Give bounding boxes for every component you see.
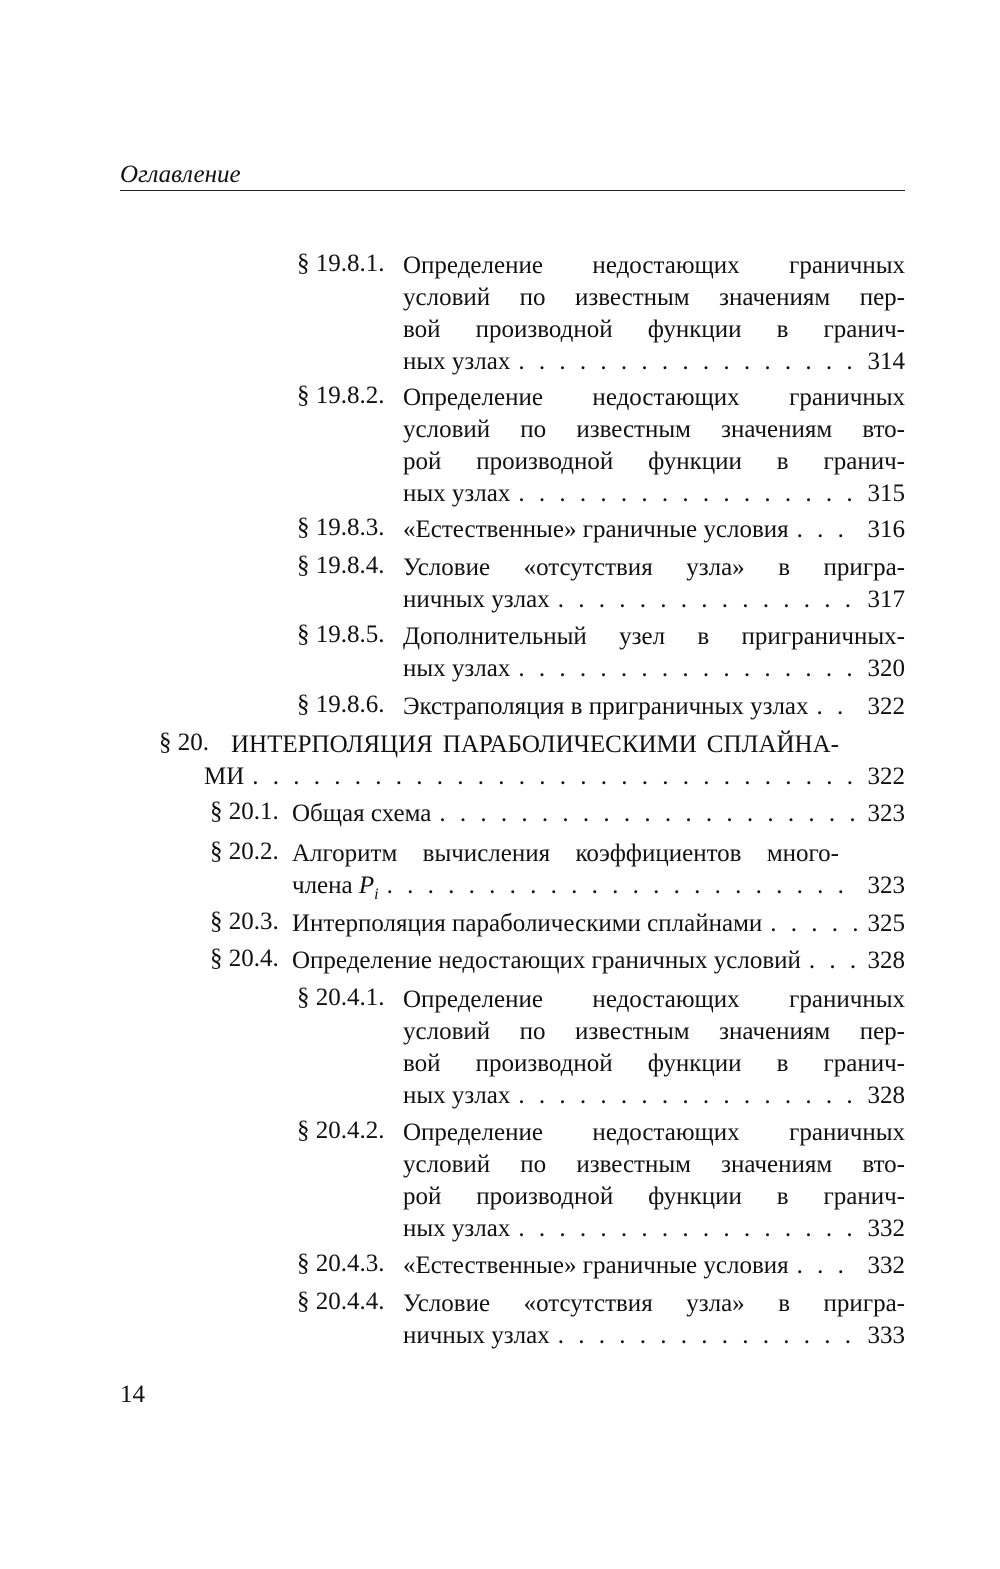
dot-leader xyxy=(817,691,857,723)
toc-entry-19-8-4 xyxy=(297,552,905,616)
section-number: § 19.8.4. xyxy=(297,552,385,579)
page-number: 314 xyxy=(867,348,905,375)
dot-leader xyxy=(809,945,857,977)
section-number: § 20.4.3. xyxy=(297,1250,385,1277)
entry-text-line: «Естественные» граничные условия xyxy=(403,1252,789,1279)
toc-entry-19-8-3 xyxy=(297,514,905,546)
page-number: 332 xyxy=(867,1215,905,1242)
dot-leader xyxy=(558,1320,857,1352)
toc-entry-19-8-6 xyxy=(297,691,905,723)
section-number: § 19.8.5. xyxy=(297,621,385,648)
section-number: § 20.3. xyxy=(210,908,279,935)
toc-entry-20-cont xyxy=(204,761,905,793)
page-number: 320 xyxy=(867,655,905,682)
entry-text-line: условий по известным значениям вто- xyxy=(403,1151,905,1178)
toc-entry-20-3 xyxy=(210,908,905,940)
section-number: § 20.2. xyxy=(210,838,279,865)
page-number: 328 xyxy=(867,1082,905,1109)
entry-text-line: Определение недостающих граничных xyxy=(403,986,905,1013)
entry-text-line: Определение недостающих граничных xyxy=(403,1119,905,1146)
entry-text-line: ных узлах xyxy=(403,1082,511,1109)
entry-text-line: Условие «отсутствия узла» в пригра- xyxy=(403,554,905,581)
entry-text-line: Определение недостающих граничных условий xyxy=(292,947,801,974)
footer-page-number: 14 xyxy=(120,1381,145,1408)
page-number: 317 xyxy=(867,586,905,613)
page-number: 323 xyxy=(867,872,905,899)
entry-text-line: Условие «отсутствия узла» в пригра- xyxy=(403,1290,905,1317)
entry-text-line: Алгоритм вычисления коэффициентов много- xyxy=(292,840,839,867)
section-number: § 20.4. xyxy=(210,945,279,972)
dot-leader xyxy=(797,514,857,546)
entry-text-line: Экстраполяция в приграничных узлах xyxy=(403,693,809,720)
entry-text-line: «Естественные» граничные условия xyxy=(403,516,789,543)
toc-entry-20-4-4 xyxy=(297,1288,905,1352)
entry-text-line: члена xyxy=(292,872,353,899)
entry-text-line: Общая схема xyxy=(292,800,432,827)
section-number: § 20.4.4. xyxy=(297,1288,385,1315)
entry-text-line: рой производной функции в гранич- xyxy=(403,448,905,475)
page-number: 323 xyxy=(867,800,905,827)
section-number: § 20.1. xyxy=(210,798,279,825)
toc-entry-20-4 xyxy=(210,945,905,977)
page-number: 315 xyxy=(867,480,905,507)
dot-leader xyxy=(518,478,857,510)
entry-text-line: Определение недостающих граничных xyxy=(403,252,905,279)
entry-text-line: ных узлах xyxy=(403,1215,511,1242)
entry-text-line: вой производной функции в гранич- xyxy=(403,1050,905,1077)
dot-leader xyxy=(518,346,857,378)
dot-leader xyxy=(518,1080,857,1112)
toc-entry-20-2 xyxy=(210,838,905,911)
toc-entry-19-8-5 xyxy=(297,621,905,685)
math-symbol: $P_i$ xyxy=(358,872,379,903)
entry-text-line: ИНТЕРПОЛЯЦИЯ ПАРАБОЛИЧЕСКИМИ СПЛАЙНА- xyxy=(231,731,839,758)
toc-entry-19-8-1 xyxy=(297,250,905,378)
page-number: 322 xyxy=(867,763,905,790)
page-number: 332 xyxy=(867,1252,905,1279)
section-number: § 20.4.2. xyxy=(297,1117,385,1144)
entry-text-line: Интерполяция параболическими сплайнами xyxy=(292,910,763,937)
entry-text-line: условий по известным значениям пер- xyxy=(403,1018,905,1045)
dot-leader xyxy=(439,798,857,830)
section-number: § 20.4.1. xyxy=(297,984,385,1011)
section-number: § 19.8.2. xyxy=(297,382,385,409)
page-number: 322 xyxy=(867,693,905,720)
page-number: 316 xyxy=(867,516,905,543)
dot-leader xyxy=(252,761,857,793)
toc-entry-20 xyxy=(159,729,905,761)
entry-text-line: ных узлах xyxy=(403,348,511,375)
toc-entry-19-8-2 xyxy=(297,382,905,510)
toc-entry-20-4-2 xyxy=(297,1117,905,1245)
page-number: 328 xyxy=(867,947,905,974)
entry-text-line: ных узлах xyxy=(403,480,511,507)
running-header xyxy=(120,160,905,191)
header-title: Оглавление xyxy=(120,161,241,188)
toc-entry-20-1 xyxy=(210,798,905,830)
dot-leader xyxy=(518,1213,857,1245)
entry-text-line: Определение недостающих граничных xyxy=(403,384,905,411)
toc-entry-20-4-3 xyxy=(297,1250,905,1282)
entry-text-line: ных узлах xyxy=(403,655,511,682)
toc-entry-20-4-1 xyxy=(297,984,905,1112)
entry-text-line: вой производной функции в гранич- xyxy=(403,316,905,343)
page-number: 325 xyxy=(867,910,905,937)
section-number: § 19.8.1. xyxy=(297,250,385,277)
dot-leader xyxy=(387,870,857,902)
dot-leader xyxy=(518,653,857,685)
dot-leader xyxy=(770,908,857,940)
entry-text-line: МИ xyxy=(204,763,245,790)
entry-text-line: рой производной функции в гранич- xyxy=(403,1183,905,1210)
dot-leader xyxy=(558,584,857,616)
entry-text-line: условий по известным значениям пер- xyxy=(403,284,905,311)
section-number: § 19.8.3. xyxy=(297,514,385,541)
section-number: § 20. xyxy=(159,729,209,756)
entry-text-line: ничных узлах xyxy=(403,1322,550,1349)
entry-text-line: Дополнительный узел в приграничных- xyxy=(403,623,905,650)
page-number: 333 xyxy=(867,1322,905,1349)
entry-text-line: условий по известным значениям вто- xyxy=(403,416,905,443)
entry-text-line: ничных узлах xyxy=(403,586,550,613)
dot-leader xyxy=(797,1250,857,1282)
section-number: § 19.8.6. xyxy=(297,691,385,718)
